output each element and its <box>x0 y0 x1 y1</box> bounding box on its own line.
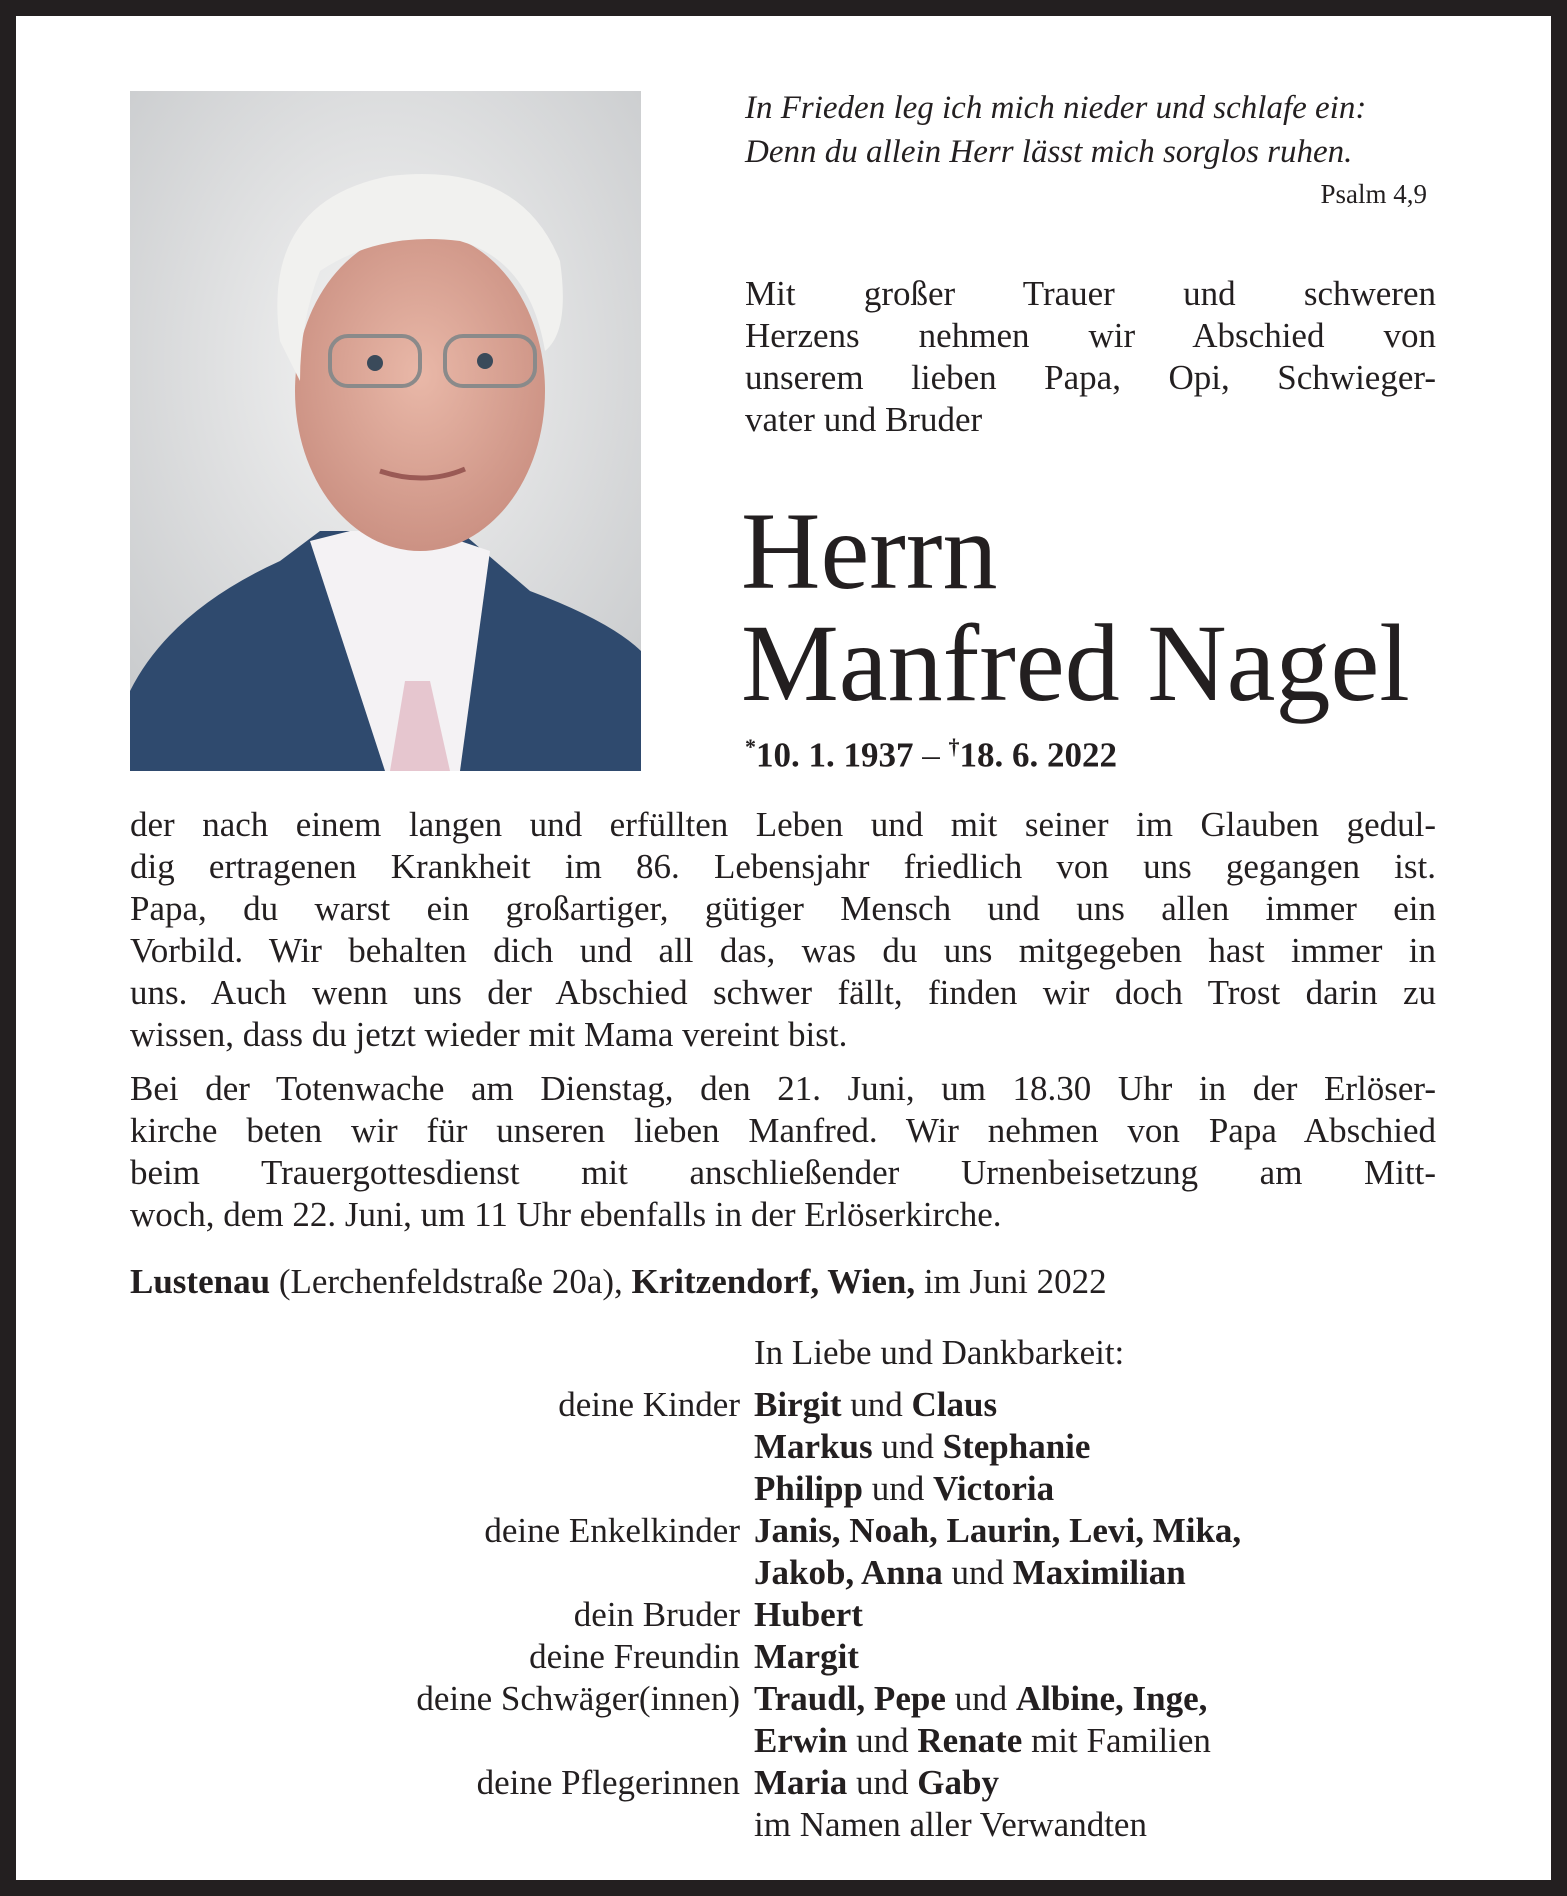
quote-line: Denn du allein Herr lässt mich sorglos ruhen. <box>745 134 1353 170</box>
family-name: Renate <box>917 1721 1023 1760</box>
deceased-name: Manfred Nagel <box>741 602 1410 724</box>
body-line: uns. Auch wenn uns der Abschied schwer fällt, finden wir doch Trost darin zu <box>130 973 1436 1012</box>
connector-text: und <box>847 1763 918 1802</box>
body-line: kirche beten wir für unseren lieben Manfred. Wir nehmen von Papa Abschied <box>130 1111 1436 1150</box>
body-line: dig ertragenen Krankheit im 86. Lebensjahr friedlich von uns gegangen ist. <box>130 847 1436 886</box>
family-list <box>130 1384 1530 1846</box>
family-row <box>130 1720 1530 1762</box>
body-line: Vorbild. Wir behalten dich und all das, was du uns mitgegeben hast immer in <box>130 931 1436 970</box>
family-name: Markus <box>754 1427 873 1466</box>
body-line: der nach einem langen und erfüllten Leben und mit seiner im Glauben gedul- <box>130 805 1436 844</box>
family-names <box>754 1552 1186 1594</box>
body-line: beim Trauergottesdienst mit anschließender Urnenbeisetzung am Mitt- <box>130 1153 1436 1192</box>
relation-label <box>130 1468 754 1510</box>
family-name: Margit <box>754 1637 859 1676</box>
family-row <box>130 1636 1530 1678</box>
body-line: wissen, dass du jetzt wieder mit Mama vereint bist. <box>130 1015 848 1054</box>
family-names <box>754 1720 1211 1762</box>
family-name: Janis, Noah, Laurin, Levi, Mika, <box>754 1511 1242 1550</box>
relation-label <box>130 1426 754 1468</box>
body-line: Bei der Totenwache am Dienstag, den 21. Juni, um 18.30 Uhr in der Erlöser- <box>130 1069 1436 1108</box>
family-row <box>130 1594 1530 1636</box>
connector-text: und <box>847 1721 918 1760</box>
family-names <box>754 1384 997 1426</box>
relation-label: deine Schwäger(innen) <box>416 1679 740 1718</box>
family-name: Claus <box>911 1385 998 1424</box>
connector-text: und <box>942 1553 1013 1592</box>
place-and-date <box>130 1262 1107 1302</box>
family-name: Traudl, Pepe <box>754 1679 946 1718</box>
bible-quote <box>745 86 1445 174</box>
body-line: Papa, du warst ein großartiger, gütiger Mensch und uns allen immer ein <box>130 889 1436 928</box>
family-name: Maria <box>754 1763 848 1802</box>
portrait-photo <box>130 91 641 771</box>
family-name: Albine, Inge, <box>1015 1679 1208 1718</box>
relation-label <box>130 1720 754 1762</box>
quote-source: Psalm 4,9 <box>1320 179 1427 209</box>
body-paragraph-2 <box>130 1068 1436 1236</box>
family-name: Birgit <box>754 1385 842 1424</box>
connector-text: und <box>862 1469 933 1508</box>
city-2: Kritzendorf, Wien, <box>631 1262 916 1301</box>
family-row <box>130 1426 1530 1468</box>
intro-text <box>745 273 1436 441</box>
closing-phrase: In Liebe und Dankbarkeit: <box>754 1333 1125 1372</box>
date-separator: – <box>913 735 949 775</box>
family-name: Philipp <box>754 1469 863 1508</box>
intro-line: Mit großer Trauer und schweren <box>745 274 1436 313</box>
connector-text: und <box>945 1679 1016 1718</box>
connector-text: im Namen aller Verwandten <box>754 1805 1147 1844</box>
family-name: Hubert <box>754 1595 863 1634</box>
relation-label <box>130 1552 754 1594</box>
family-names <box>754 1804 1147 1846</box>
family-row <box>130 1762 1530 1804</box>
family-names <box>754 1678 1207 1720</box>
family-row <box>130 1804 1530 1846</box>
family-names <box>754 1594 863 1636</box>
life-dates <box>745 734 1117 776</box>
family-name: Stephanie <box>942 1427 1091 1466</box>
death-symbol: † <box>948 734 960 759</box>
family-name: Victoria <box>932 1469 1055 1508</box>
family-name: Maximilian <box>1012 1553 1186 1592</box>
body-line: woch, dem 22. Juni, um 11 Uhr ebenfalls in der Erlöserkirche. <box>130 1195 1002 1234</box>
family-name: Erwin <box>754 1721 848 1760</box>
family-row <box>130 1468 1530 1510</box>
connector-text: mit Familien <box>1022 1721 1211 1760</box>
birth-date: 10. 1. 1937 <box>756 735 914 775</box>
relation-label: deine Freundin <box>529 1637 740 1676</box>
family-names <box>754 1468 1054 1510</box>
address: (Lerchenfeldstraße 20a), <box>270 1262 632 1301</box>
intro-line: vater und Bruder <box>745 400 983 439</box>
relation-label: deine Pflegerinnen <box>476 1763 740 1802</box>
connector-text: und <box>872 1427 943 1466</box>
family-names <box>754 1762 999 1804</box>
family-row <box>130 1678 1530 1720</box>
family-names <box>754 1510 1241 1552</box>
relation-label <box>130 1804 754 1846</box>
relation-label: deine Enkelkinder <box>484 1511 740 1550</box>
family-row <box>130 1384 1530 1426</box>
family-row <box>130 1552 1530 1594</box>
city-1: Lustenau <box>130 1262 271 1301</box>
date: im Juni 2022 <box>915 1262 1107 1301</box>
family-name: Jakob, Anna <box>754 1553 943 1592</box>
body-paragraph-1 <box>130 804 1436 1056</box>
death-date: 18. 6. 2022 <box>959 735 1117 775</box>
obituary-page <box>16 16 1551 1880</box>
family-names <box>754 1636 859 1678</box>
family-name: Gaby <box>917 1763 999 1802</box>
title: Herrn <box>741 490 998 612</box>
connector-text: und <box>841 1385 912 1424</box>
family-names <box>754 1426 1090 1468</box>
family-row <box>130 1510 1530 1552</box>
intro-line: unserem lieben Papa, Opi, Schwieger- <box>745 358 1436 397</box>
quote-line: In Frieden leg ich mich nieder und schlafe ein: <box>745 90 1367 126</box>
relation-label: dein Bruder <box>573 1595 740 1634</box>
birth-symbol: * <box>745 734 756 759</box>
relation-label: deine Kinder <box>558 1385 740 1424</box>
intro-line: Herzens nehmen wir Abschied von <box>745 316 1436 355</box>
